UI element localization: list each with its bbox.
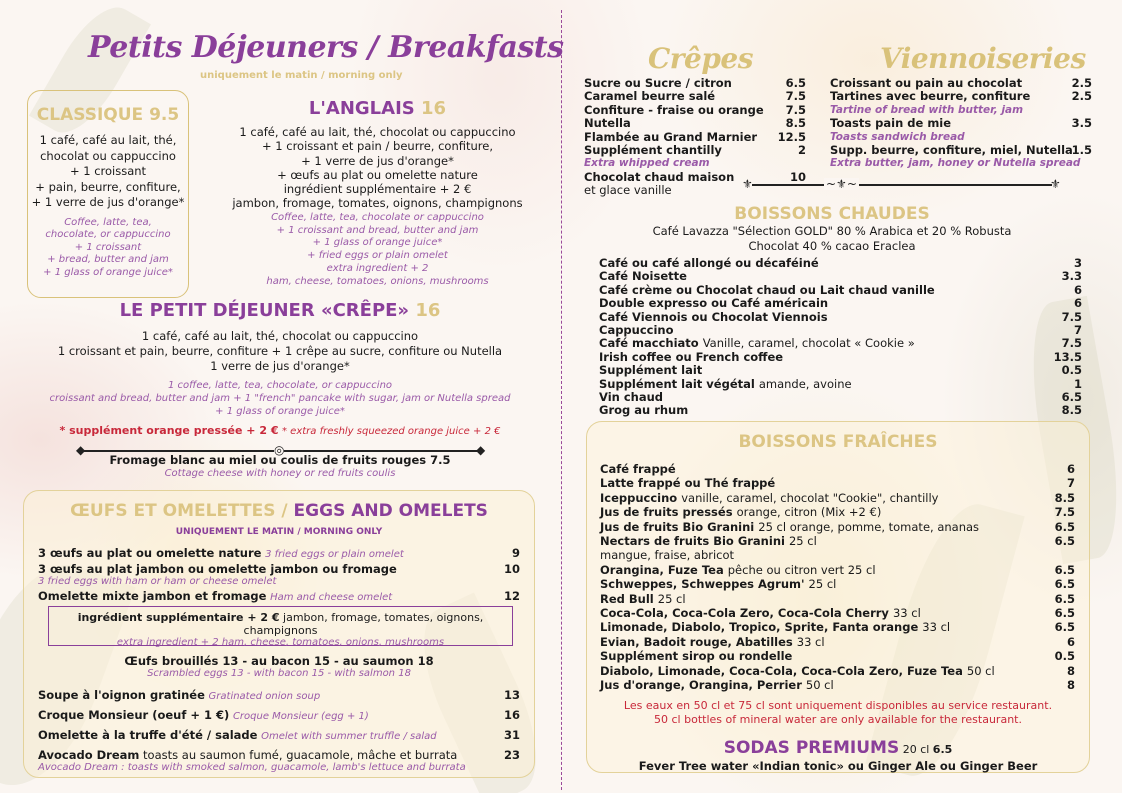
eggs-card [23, 490, 535, 778]
hot-drink-item: Grog au rhum 8.5 [599, 403, 1082, 418]
hot-drink-item: Irish coffee ou French coffee 13.5 [599, 349, 1082, 364]
water-note: Les eaux en 50 cl et 75 cl sont uniquement disponibles au service restaurant. 50 cl bottles of mineral water are only available for the restaurant. [623, 698, 1053, 726]
cold-drink-item: Jus de fruits Bio Granini 25 cl orange, pomme, tomate, ananas 6.5 [600, 519, 1075, 534]
crepe-item: Flambée au Grand Marnier 12.5 [584, 129, 806, 144]
viennoiseries-list: Croissant ou pain au chocolat 2.5 Tartines avec beurre, confiture 2.5 Tartine of bread with butter, jam Toasts pain de mie 3.5 Toasts sandwich bread Supp. beurre, confiture, miel, Nutella 1.5 Extra butter, jam, honey or Nutella spread [830, 76, 1092, 170]
other-item: Soupe à l'oignon gratinée Gratinated onion soup 13 [38, 688, 520, 702]
classique-card [27, 90, 189, 298]
eggs-item: 3 œufs au plat ou omelette nature 3 fried eggs or plain omelet 9 [38, 546, 520, 560]
ornament-center-icon: ◎ [274, 443, 285, 457]
cold-drink-item: Supplément sirop ou rondelle 0.5 [600, 649, 1075, 664]
hot-drink-item: Café ou café allongé ou décaféiné 3 [599, 256, 1082, 270]
breakfasts-title: Petits Déjeuners / Breakfasts [88, 30, 564, 65]
hot-drink-item: Café crème ou Chocolat chaud ou Lait chaud vanille 6 [599, 282, 1082, 297]
anglais-price: 16 [421, 98, 447, 119]
cold-drink-item: Diabolo, Limonade, Coca-Cola, Coca-Cola Zero, Fuze Tea 50 cl 8 [600, 663, 1075, 678]
cold-drink-item: Jus d'orange, Orangina, Perrier 50 cl 8 [600, 678, 1075, 693]
other-item: Croque Monsieur (oeuf + 1 €) Croque Monsieur (egg + 1) 16 [38, 708, 520, 722]
crepes-title: Crêpes [648, 42, 754, 75]
cold-drink-item: Latte frappé ou Thé frappé 7 [600, 476, 1075, 491]
hot-drink-item: Café Viennois ou Chocolat Viennois 7.5 [599, 309, 1082, 324]
other-item: Omelette à la truffe d'été / salade Omelet with summer truffle / salad 31 [38, 728, 520, 742]
hot-drink-item: Café macchiato Vanille, caramel, chocolat « Cookie » 7.5 [599, 336, 1082, 351]
classique-fr: 1 café, café au lait, thé, chocolat ou cappuccino + 1 croissant + pain, beurre, confiture, + 1 verre de jus d'orange* [31, 133, 185, 209]
crepes-list: Sucre ou Sucre / citron 6.5 Caramel beurre salé 7.5 Confiture - fraise ou orange 7.5 Nutella 8.5 Flambée au Grand Marnier 12.5 Supplément chantilly 2 Extra whipped cream Chocolat chaud maison 10 et glace vanille [584, 76, 806, 198]
crepe-breakfast-title: LE PETIT DÉJEUNER «CRÊPE» 16 [119, 300, 441, 321]
cold-drink-item: Coca-Cola, Coca-Cola Zero, Coca-Cola Cherry 33 cl 6.5 [600, 606, 1075, 621]
crepe-item: Caramel beurre salé 7.5 [584, 89, 806, 104]
crepe-item: Nutella 8.5 [584, 116, 806, 131]
eggs-subtitle: UNIQUEMENT LE MATIN / MORNING ONLY [175, 527, 383, 537]
ornament-left-icon: ⚜ [742, 177, 753, 191]
ornament-left-icon: ◆ [76, 443, 86, 457]
hot-drink-item: Cappuccino 7 [599, 323, 1082, 338]
cold-drink-item: Café frappé 6 [600, 462, 1075, 476]
hot-drink-item: Supplément lait végétal amande, avoine 1 [599, 376, 1082, 391]
breakfasts-subtitle: uniquement le matin / morning only [200, 70, 403, 81]
anglais-fr: 1 café, café au lait, thé, chocolat ou cappuccino + 1 croissant et pain / beurre, confiture, + 1 verre de jus d'orange* + œufs au plat ou omelette nature ingrédient supplémentaire + 2 € jambon, fromage, tomates, oignons, champignons [232, 125, 523, 211]
hot-drinks-list [599, 257, 1082, 418]
right-page [562, 0, 1122, 793]
hot-drinks-section: BOISSONS CHAUDES Café Lavazza "Sélection GOLD" 80 % Arabica et 20 % Robusta Chocolat 40 % cacao Eraclea Café ou café allongé ou décaféiné 3 Café Noisette 3.3 Café crème ou Chocolat chaud ou Lait chaud vanille 6 Double expresso ou Café américain 6 Café Viennois ou Chocolat Viennois 7.5 Cappuccino 7 Café macchiato Vanille, caramel, chocolat « Cookie » 7.5 Irish coffee ou French coffee 13.5 Supplément lait 0.5 Supplément lait végétal amande, avoine 1 Vin chaud 6.5 Grog au rhum 8.5 [582, 204, 1082, 418]
hot-drink-item: Supplément lait 0.5 [599, 363, 1082, 378]
hot-drink-item: Vin chaud 6.5 [599, 390, 1082, 405]
crepe-breakfast-price: 16 [415, 300, 441, 321]
crepe-breakfast-en: 1 coffee, latte, tea, chocolate, or cappuccino croissant and bread, butter and jam + 1 "french" pancake with sugar, jam or Nutella spread + 1 glass of orange juice* [49, 380, 511, 417]
sodas-premiums: SODAS PREMIUMS 20 cl 6.5 Fever Tree water «Indian tonic» ou Ginger Ale ou Ginger Beer [638, 737, 1038, 773]
ornament-center-icon: ~⚜~ [826, 177, 857, 191]
anglais-section [200, 98, 555, 289]
cold-drink-item: Iceppuccino vanille, caramel, chocolat "Cookie", chantilly 8.5 [600, 490, 1075, 505]
viennoiserie-item: Croissant ou pain au chocolat 2.5 [830, 76, 1092, 90]
fromage-item: Fromage blanc au miel ou coulis de fruits rouges 7.5 Cottage cheese with honey or red fruits coulis [109, 453, 451, 479]
cold-drinks-list: Café frappé 6 Latte frappé ou Thé frappé 7 Iceppuccino vanille, caramel, chocolat "Cookie", chantilly 8.5 Jus de fruits pressés orange, citron (Mix +2 €) 7.5 Jus de fruits Bio Granini 25 cl orange, pomme, tomate, ananas 6.5 Nectars de fruits Bio Granini 25 cl 6.5 mangue, fraise, abricot Orangina, Fuze Tea pêche ou citron vert 25 cl 6.5 Schweppes, Schweppes Agrum' 25 cl 6.5 Red Bull 25 cl 6.5 Coca-Cola, Coca-Cola Zero, Coca-Cola Cherry 33 cl 6.5 Limonade, Diabolo, Tropico, Sprite, Fanta orange 33 cl 6.5 Evian, Badoit rouge, Abatilles 33 cl 6 Supplément sirop ou rondelle 0.5 Diabolo, Limonade, Coca-Cola, Coca-Cola Zero, Fuze Tea 50 cl 8 Jus d'orange, Orangina, Perrier 50 cl 8 [600, 462, 1075, 693]
ornament-right-icon: ◆ [476, 443, 486, 457]
crepe-item: Chocolat chaud maison 10 [584, 169, 806, 184]
cold-drink-item: Jus de fruits pressés orange, citron (Mix +2 €) 7.5 [600, 505, 1075, 520]
eggs-item: Omelette mixte jambon et fromage Ham and cheese omelet 12 [38, 589, 520, 603]
cold-drink-item: Nectars de fruits Bio Granini 25 cl 6.5 [600, 534, 1075, 549]
hot-drink-item: Café Noisette 3.3 [599, 269, 1082, 284]
viennoiseries-title: Viennoiseries [880, 42, 1086, 75]
cold-drinks-title: BOISSONS FRAÎCHES [738, 432, 938, 452]
crepe-breakfast-section [20, 300, 540, 437]
cold-drink-item: Schweppes, Schweppes Agrum' 25 cl 6.5 [600, 577, 1075, 592]
crepe-breakfast-fr: 1 café, café au lait, thé, chocolat ou cappuccino 1 croissant et pain, beurre, confiture + 1 crêpe au sucre, confiture ou Nutella 1 verre de jus d'orange* [57, 329, 503, 373]
crepe-item: Supplément chantilly 2 [584, 143, 806, 158]
ornament-right-icon: ⚜ [1050, 177, 1061, 191]
scrambled-eggs-item: Œufs brouillés 13 - au bacon 15 - au saumon 18 Scrambled eggs 13 - with bacon 15 - with salmon 18 [124, 654, 434, 679]
viennoiserie-item: Supp. beurre, confiture, miel, Nutella 1.5 [830, 143, 1092, 158]
cold-drink-item: Red Bull 25 cl 6.5 [600, 591, 1075, 606]
hot-drinks-title: BOISSONS CHAUDES [734, 204, 930, 224]
cold-drinks-card [586, 421, 1090, 773]
eggs-item: 3 œufs au plat jambon ou omelette jambon ou fromage 3 fried eggs with ham or ham or cheese omelet 10 [38, 562, 520, 587]
classique-en: Coffee, latte, tea, chocolate, or cappuccino + 1 croissant + bread, butter and jam + 1 glass of orange juice* [43, 216, 173, 278]
cold-drink-item: Evian, Badoit rouge, Abatilles 33 cl 6 [600, 634, 1075, 649]
hot-drink-item: Double expresso ou Café américain 6 [599, 296, 1082, 311]
ornament-divider [752, 184, 1052, 186]
anglais-title: L'ANGLAIS 16 [308, 98, 447, 119]
orange-supplement: * supplément orange pressée + 2 € * extra freshly squeezed orange juice + 2 € [59, 424, 501, 437]
anglais-en: Coffee, latte, tea, chocolate or cappuccino + 1 croissant and bread, butter and jam + 1 glass of orange juice* + fried eggs or plain omelet extra ingredient + 2 ham, cheese, tomatoes, onions, mushrooms [266, 211, 489, 287]
extra-ingredient-box: ingrédient supplémentaire + 2 € jambon, fromage, tomates, oignons, champignons extra ingredient + 2 ham, cheese, tomatoes, onions, mushrooms [48, 606, 513, 646]
crepe-item: Confiture - fraise ou orange 7.5 [584, 102, 806, 117]
cold-drink-item: Limonade, Diabolo, Tropico, Sprite, Fanta orange 33 cl 6.5 [600, 620, 1075, 635]
other-item: Avocado Dream toasts au saumon fumé, guacamole, mâche et burrata Avocado Dream : toasts with smoked salmon, guacamole, lamb's lettuce and burrata 23 [38, 748, 520, 773]
crepe-item: Sucre ou Sucre / citron 6.5 [584, 76, 806, 90]
classique-title: CLASSIQUE 9.5 [36, 105, 180, 125]
viennoiserie-item: Toasts pain de mie 3.5 [830, 116, 1092, 131]
cold-drink-item: Orangina, Fuze Tea pêche ou citron vert 25 cl 6.5 [600, 562, 1075, 577]
viennoiserie-item: Tartines avec beurre, confiture 2.5 [830, 89, 1092, 104]
eggs-title: ŒUFS ET OMELETTES / EGGS AND OMELETS [70, 501, 488, 521]
